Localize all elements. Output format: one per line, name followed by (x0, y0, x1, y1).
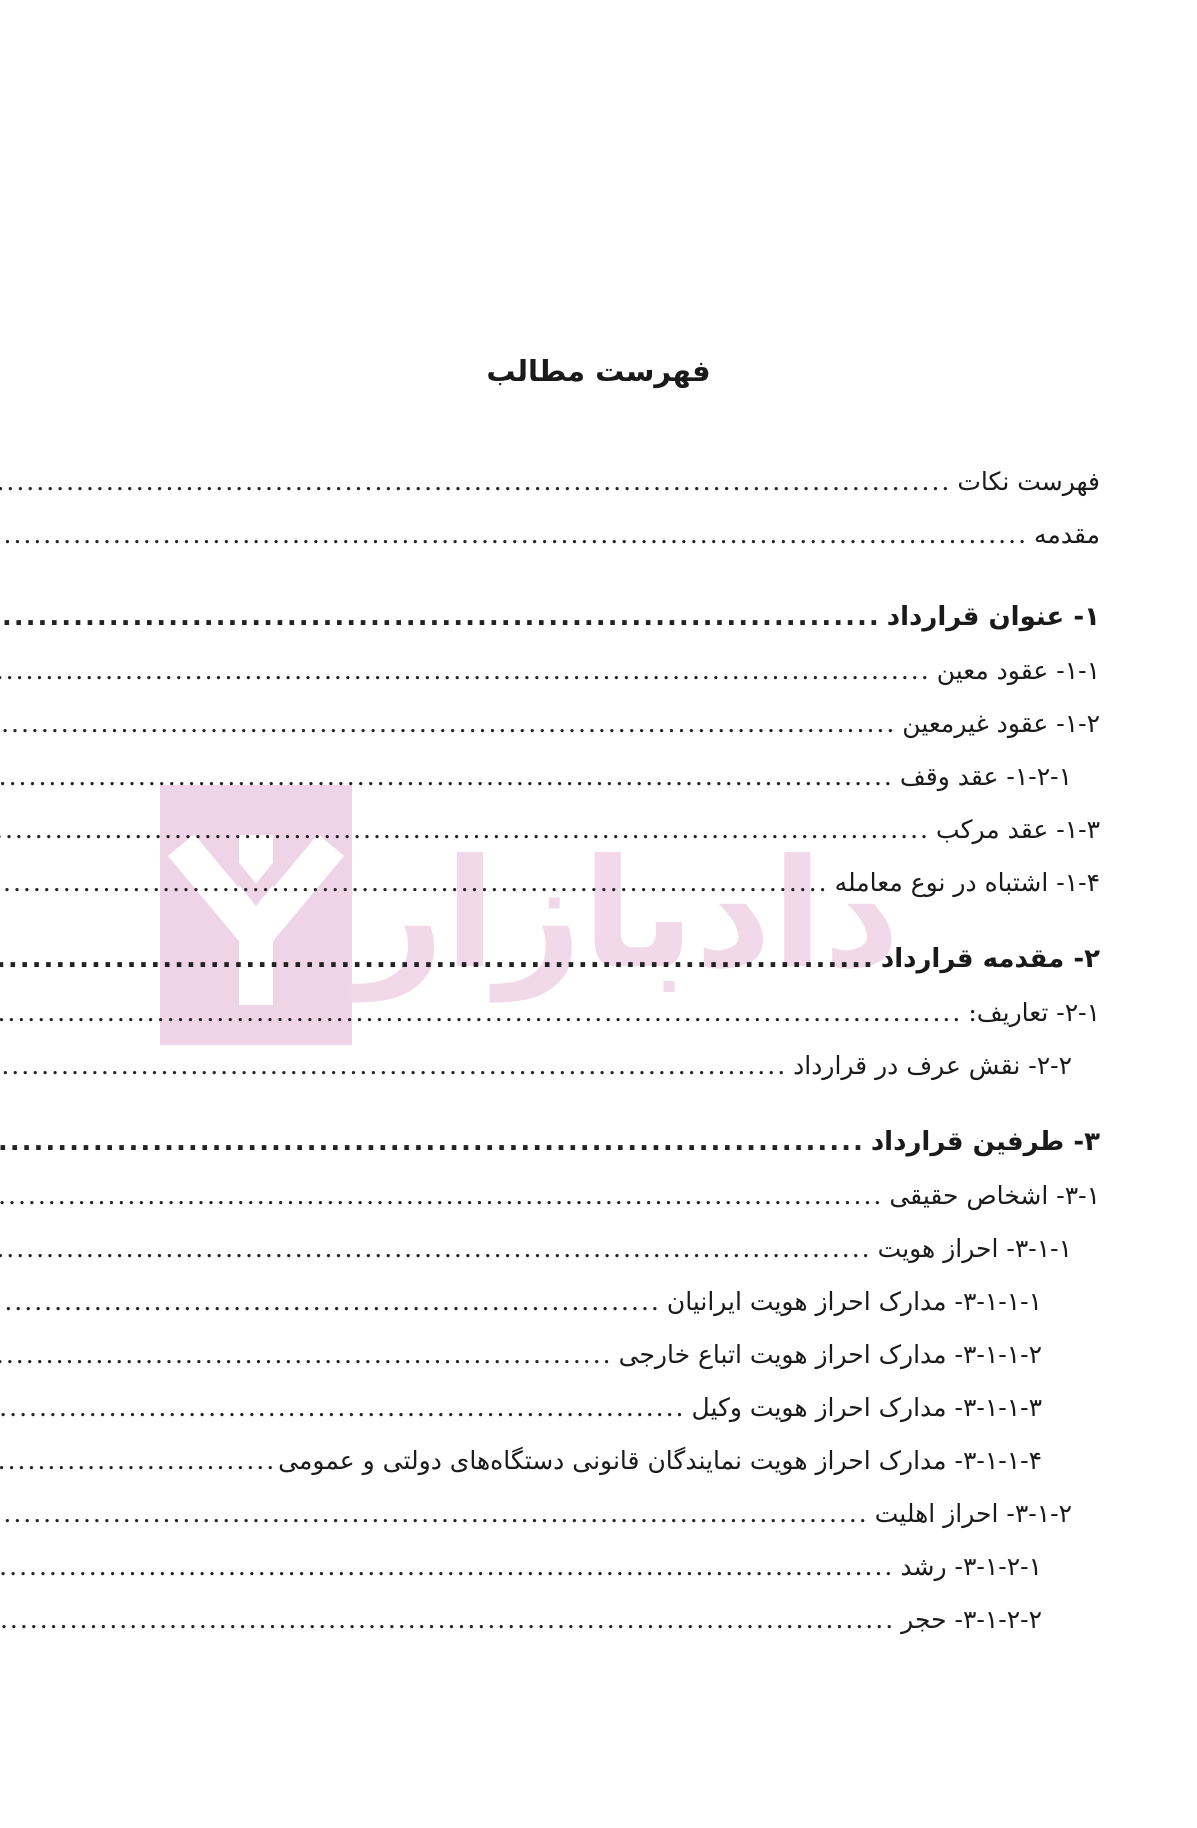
toc-leader-dots (0, 1540, 894, 1593)
toc-entry-label: مقدمه (1034, 520, 1100, 549)
toc-entry-label: ۱-۱- عقود معین (936, 656, 1100, 685)
toc-entry-label: ۳-۱-۱- احراز هویت (877, 1234, 1072, 1263)
toc-entry (138, 1540, 1100, 1593)
toc-entry (138, 1381, 1100, 1434)
toc-leader-dots (0, 1222, 872, 1275)
toc-leader-dots (0, 1039, 787, 1092)
toc-leader-dots (0, 1275, 661, 1328)
toc-entry-label: ۱-۴- اشتباه در نوع معامله (834, 868, 1100, 897)
toc-leader-dots (0, 1487, 869, 1540)
toc-entry (138, 1039, 1100, 1092)
toc-entry (138, 856, 1100, 909)
toc-entry (138, 1169, 1100, 1222)
toc-leader-dots (0, 933, 875, 986)
toc-entry-label: ۳-۱-۱-۳- مدارک احراز هویت وکیل (691, 1393, 1042, 1422)
toc-entry-label: ۲- مقدمه قرارداد (880, 944, 1100, 974)
toc-entry-label: ۳-۱- اشخاص حقیقی (889, 1181, 1100, 1210)
toc-leader-dots (0, 1116, 865, 1169)
toc-entry-label: ۲-۲- نقش عرف در قرارداد (793, 1051, 1072, 1080)
toc-leader-dots (0, 750, 894, 803)
toc-leader-dots (0, 1328, 613, 1381)
toc-leader-dots (0, 508, 1028, 561)
toc-entry (138, 986, 1100, 1039)
toc-entry (138, 644, 1100, 697)
toc-leader-dots (0, 455, 951, 508)
toc-entry (138, 750, 1100, 803)
toc-entry (138, 1328, 1100, 1381)
toc-entry (138, 1222, 1100, 1275)
toc-leader-dots (0, 697, 896, 750)
toc-entry-label: ۱-۳- عقد مرکب (936, 815, 1100, 844)
toc-leader-dots (0, 986, 962, 1039)
toc-entry-label: ۳-۱-۲- احراز اهلیت (874, 1499, 1072, 1528)
toc-entry-label: ۳-۱-۱-۴- مدارک احراز هویت نمایندگان قانونی دستگاه‌های دولتی و عمومی (278, 1446, 1042, 1475)
toc-entry-label: ۱-۲- عقود غیرمعین (902, 709, 1100, 738)
toc-entry-label: ۳-۱-۱-۱- مدارک احراز هویت ایرانیان (666, 1287, 1042, 1316)
toc-leader-dots (0, 1381, 686, 1434)
toc-chapter-entry (138, 1116, 1100, 1169)
toc-leader-dots (0, 1169, 883, 1222)
toc-entry-label: ۲-۱- تعاریف: (968, 998, 1100, 1027)
toc-entry-label: ۳-۱-۲-۱- رشد (900, 1552, 1042, 1581)
toc-entry (138, 697, 1100, 750)
toc-entry-label: ۳-۱-۲-۲- حجر (901, 1605, 1042, 1634)
toc-entry-label: ۳- طرفین قرارداد (870, 1127, 1100, 1157)
toc-entry-label: ۱- عنوان قرارداد (886, 602, 1100, 632)
toc-entry (138, 1487, 1100, 1540)
toc-entry-label: فهرست نکات (957, 467, 1100, 496)
toc-entry (138, 508, 1100, 561)
toc-leader-dots (0, 591, 881, 644)
toc-entry (138, 1275, 1100, 1328)
toc-entry (138, 1434, 1100, 1487)
toc-entry (138, 1593, 1100, 1646)
watermark-text: دادبازار (357, 828, 900, 1002)
toc-leader-dots (0, 644, 931, 697)
toc-entry (138, 455, 1100, 508)
toc-entry (138, 803, 1100, 856)
toc-leader-dots (0, 1434, 276, 1487)
toc-leader-dots (0, 1593, 895, 1646)
toc-entry-label: ۳-۱-۱-۲- مدارک احراز هویت اتباع خارجی (618, 1340, 1042, 1369)
toc-entry-label: ۱-۲-۱- عقد وقف (899, 762, 1072, 791)
table-of-contents (138, 455, 1100, 1646)
toc-chapter-entry (138, 933, 1100, 986)
toc-chapter-entry (138, 591, 1100, 644)
toc-leader-dots (0, 803, 930, 856)
toc-leader-dots (0, 856, 829, 909)
page-title: فهرست مطالب (486, 354, 711, 388)
